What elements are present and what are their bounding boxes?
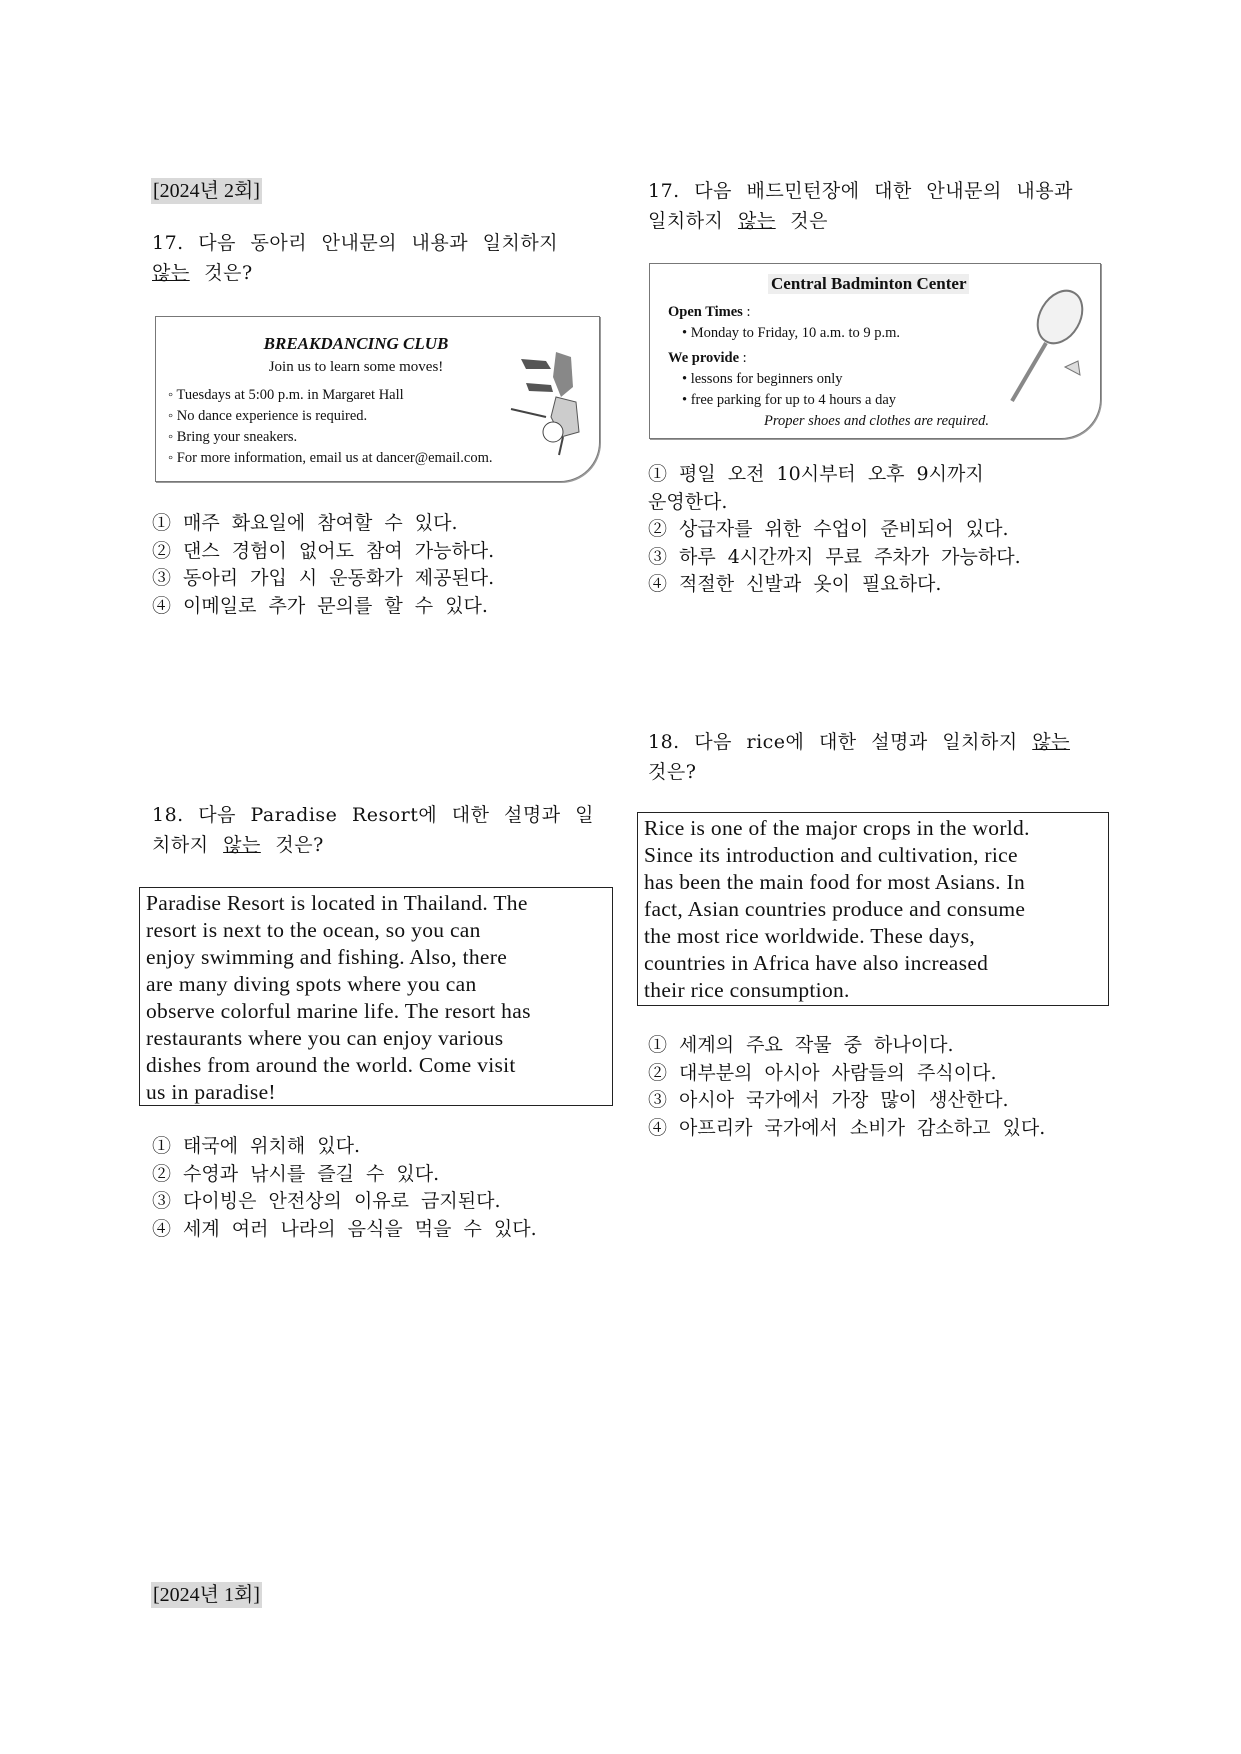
passage-line: Paradise Resort is located in Thailand. The <box>146 891 528 915</box>
question-text: 일치하지 <box>648 210 738 232</box>
question-text: 17. 다음 동아리 안내문의 내용과 일치하지 <box>152 232 559 254</box>
option-4[interactable]: ④ 세계 여러 나라의 음식을 먹을 수 있다. <box>152 1217 537 1240</box>
option-1[interactable]: ① 매주 화요일에 참여할 수 있다. <box>152 512 458 534</box>
question-17-right <box>648 176 1108 236</box>
passage-line: has been the main food for most Asians. In <box>644 870 1026 894</box>
option-2[interactable]: ② 댄스 경험이 없어도 참여 가능하다. <box>152 539 495 562</box>
question-17-left <box>152 228 602 288</box>
paradise-resort-passage <box>139 887 613 1106</box>
notice-item: • free parking for up to 4 hours a day <box>682 392 897 408</box>
notice-body: Open Times : • Monday to Friday, 10 a.m. to 9 p.m. We provide : • lessons for beginners only • free parking for up to 4 hours a day <box>668 302 900 411</box>
options-18-left <box>152 1133 537 1243</box>
option-2[interactable]: ② 대부분의 아시아 사람들의 주식이다. <box>648 1061 997 1084</box>
notice-item: For more information, email us at dancer@email.com. <box>176 450 493 466</box>
question-text: 것은? <box>648 761 697 783</box>
question-text: 것은? <box>189 262 253 284</box>
question-text: 것은? <box>260 834 324 856</box>
question-text: 치하지 <box>152 834 224 856</box>
question-18-right <box>648 727 1108 787</box>
option-2[interactable]: ② 수영과 낚시를 즐길 수 있다. <box>152 1162 440 1185</box>
question-text: 18. 다음 Paradise Resort에 대한 설명과 일 <box>152 804 594 826</box>
breakdancer-illustration <box>501 347 591 457</box>
passage-line: fact, Asian countries produce and consume <box>644 897 1026 921</box>
notice-item: • Monday to Friday, 10 a.m. to 9 p.m. <box>682 325 900 341</box>
option-2[interactable]: ② 상급자를 위한 수업이 준비되어 있다. <box>648 518 1009 540</box>
passage-line: us in paradise! <box>146 1080 276 1104</box>
option-4[interactable]: ④ 적절한 신발과 옷이 필요하다. <box>648 573 942 595</box>
option-3[interactable]: ③ 동아리 가입 시 운동화가 제공된다. <box>152 567 495 589</box>
badminton-notice <box>649 263 1101 439</box>
passage-line: their rice consumption. <box>644 978 850 1002</box>
question-text: 17. 다음 배드민턴장에 대한 안내문의 내용과 <box>648 180 1073 202</box>
options-17-left <box>152 510 494 620</box>
open-times-label: Open Times <box>668 304 743 320</box>
option-1[interactable]: ① 평일 오전 10시부터 오후 9시까지 <box>648 463 984 485</box>
passage-line: Since its introduction and cultivation, rice <box>644 843 1018 867</box>
rice-passage <box>637 812 1109 1006</box>
options-18-right <box>648 1032 1045 1142</box>
option-1[interactable]: ① 태국에 위치해 있다. <box>152 1135 360 1157</box>
passage-line: restaurants where you can enjoy various <box>146 1026 504 1050</box>
notice-title: BREAKDANCING CLUB <box>263 334 449 353</box>
notice-title: Central Badminton Center <box>768 274 969 294</box>
question-18-left <box>152 800 612 860</box>
notice-item: Bring your sneakers. <box>176 429 298 445</box>
passage-line: dishes from around the world. Come visit <box>146 1053 516 1077</box>
option-3[interactable]: ③ 아시아 국가에서 가장 많이 생산한다. <box>648 1089 1009 1111</box>
underlined-word: 않는 <box>737 210 776 232</box>
underlined-word: 않는 <box>1032 731 1070 753</box>
notice-item: • lessons for beginners only <box>682 371 843 387</box>
passage-line: enjoy swimming and fishing. Also, there <box>146 945 508 969</box>
notice-item: Tuesdays at 5:00 p.m. in Margaret Hall <box>176 387 404 403</box>
we-provide-label: We provide <box>668 350 740 366</box>
notice-footer: Proper shoes and clothes are required. <box>764 413 989 429</box>
option-1-continued: 운영한다. <box>648 490 728 513</box>
passage-line: countries in Africa have also increased <box>644 951 989 975</box>
notice-subtitle: Join us to learn some moves! <box>268 359 444 375</box>
option-3[interactable]: ③ 하루 4시간까지 무료 주차가 가능하다. <box>648 545 1021 568</box>
passage-line: are many diving spots where you can <box>146 972 477 996</box>
notice-list: ◦ Tuesdays at 5:00 p.m. in Margaret Hall ◦ No dance experience is required. ◦ Bring your sneakers. ◦ For more information, email us at dancer@email.com. <box>168 387 493 466</box>
question-text: 것은 <box>775 210 828 232</box>
option-4[interactable]: ④ 아프리카 국가에서 소비가 감소하고 있다. <box>648 1116 1046 1139</box>
passage-line: observe colorful marine life. The resort has <box>146 999 531 1023</box>
options-17-right <box>648 461 1021 599</box>
underlined-word: 않는 <box>223 834 261 856</box>
question-text: 18. 다음 rice에 대한 설명과 일치하지 <box>648 731 1033 753</box>
underlined-word: 않는 <box>152 262 190 284</box>
exam-session-tag: [2024년 1회] <box>153 1584 260 1606</box>
option-1[interactable]: ① 세계의 주요 작물 중 하나이다. <box>648 1034 954 1056</box>
badminton-racket-illustration <box>980 289 1090 409</box>
passage-line: Rice is one of the major crops in the world. <box>644 816 1030 840</box>
option-3[interactable]: ③ 다이빙은 안전상의 이유로 금지된다. <box>152 1190 501 1212</box>
passage-line: resort is next to the ocean, so you can <box>146 918 481 942</box>
breakdancing-notice <box>155 316 600 482</box>
option-4[interactable]: ④ 이메일로 추가 문의를 할 수 있다. <box>152 594 488 617</box>
passage-line: the most rice worldwide. These days, <box>644 924 976 948</box>
exam-session-tag: [2024년 2회] <box>153 180 260 202</box>
notice-item: No dance experience is required. <box>176 408 368 424</box>
